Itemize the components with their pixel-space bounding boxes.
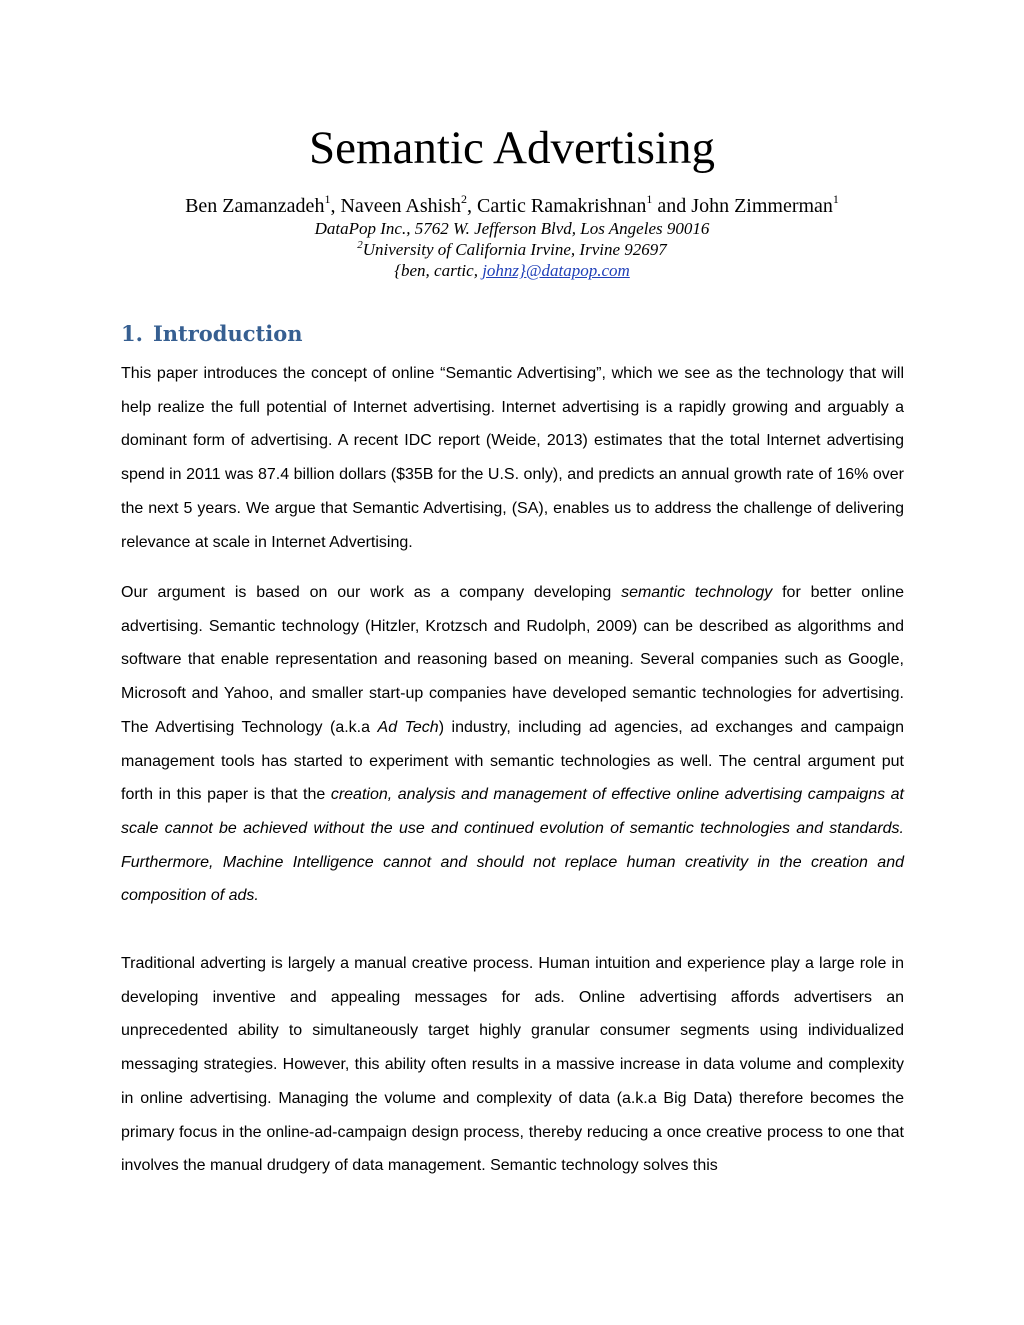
email-link[interactable]: johnz}@datapop.com [482, 261, 630, 280]
section-title: Introduction [152, 321, 303, 346]
emphasis-text: Ad Tech [377, 718, 439, 736]
section-heading [121, 320, 303, 348]
paragraph-intro: This paper introduces the concept of online “Semantic Advertising”, which we see as the technology that will help realize the full potential of Internet advertising. Internet advertising is a rapidly growing and arguably a dominant form of advertising. A recent IDC report (Weide, 2013) estimates that the total Internet advertising spend in 2011 was 87.4 billion dollars ($35B for the U.S. only), and predicts an annual growth rate of 16% over the next 5 years. We argue that Semantic Advertising, (SA), enables us to address the challenge of delivering relevance at scale in Internet Advertising. [121, 365, 904, 551]
paper-title: Semantic Advertising [309, 122, 715, 174]
emphasis-text: creation, analysis and management of effective online advertising campaigns at scale cannot be achieved without the use and continued evolution of semantic technologies and standards. Furthermore, Machine Intelligence cannot and should not replace human creativity in the creation and composition of ads. [121, 786, 905, 905]
author-name: Naveen Ashish [340, 195, 461, 217]
emphasis-text: semantic technology [621, 584, 773, 601]
affiliation-mark: 2 [357, 239, 363, 251]
author-list [0, 192, 1024, 220]
affiliation-mark: 1 [832, 192, 839, 206]
author-separator: , [466, 195, 477, 217]
author-separator: , [330, 195, 341, 217]
author-emails [0, 260, 1024, 281]
author-name: Ben Zamanzadeh [185, 195, 325, 217]
paragraph-argument [121, 576, 904, 913]
affiliation-mark: 1 [324, 192, 331, 206]
author-name: John Zimmerman [691, 195, 833, 217]
author-name: Cartic Ramakrishnan [476, 195, 647, 217]
paragraph-traditional-advertising: Traditional adverting is largely a manual creative process. Human intuition and experience play a large role in developing inventive and appealing messages for ads. Online advertising affords advertisers an unprecedented ability to simultaneously target highly granular consumer segments using individualized messaging strategies. However, this ability often results in a massive increase in data volume and complexity in online advertising. Managing the volume and complexity of data (a.k.a Big Data) therefore becomes the primary focus in the online-ad-campaign design process, thereby reducing a once creative process to one that involves the manual drudgery of data management. Semantic technology solves this [121, 955, 904, 1175]
author-separator: and [652, 195, 692, 217]
paragraph-text: ) industry, including ad agencies, ad exchanges and campaign management tools has started to experiment with semantic technologies as well. The central argument put forth in this paper is that the [121, 718, 904, 804]
section-number: 1. [121, 321, 143, 346]
affiliation-mark: 1 [646, 192, 653, 206]
affiliation-mark: 2 [460, 192, 467, 206]
affiliation-datapop: DataPop Inc., 5762 W. Jefferson Blvd, Los Angeles 90016 [314, 219, 710, 238]
paragraph-text: Our argument is based on our work as a company developing [121, 584, 622, 601]
affiliation-uci-text: University of California Irvine, Irvine 92697 [362, 240, 667, 259]
affiliation-uci [0, 239, 1024, 260]
email-prefix: {ben, cartic, [394, 261, 483, 280]
paragraph-text: for better online advertising. Semantic technology (Hitzler, Krotzsch and Rudolph, 2009) can be described as algorithms and software that enable representation and reasoning based on meaning. Several companies such as Google, Microsoft and Yahoo, and smaller start-up companies have developed semantic technologies for advertising. The Advertising Technology (a.k.a [121, 584, 904, 736]
